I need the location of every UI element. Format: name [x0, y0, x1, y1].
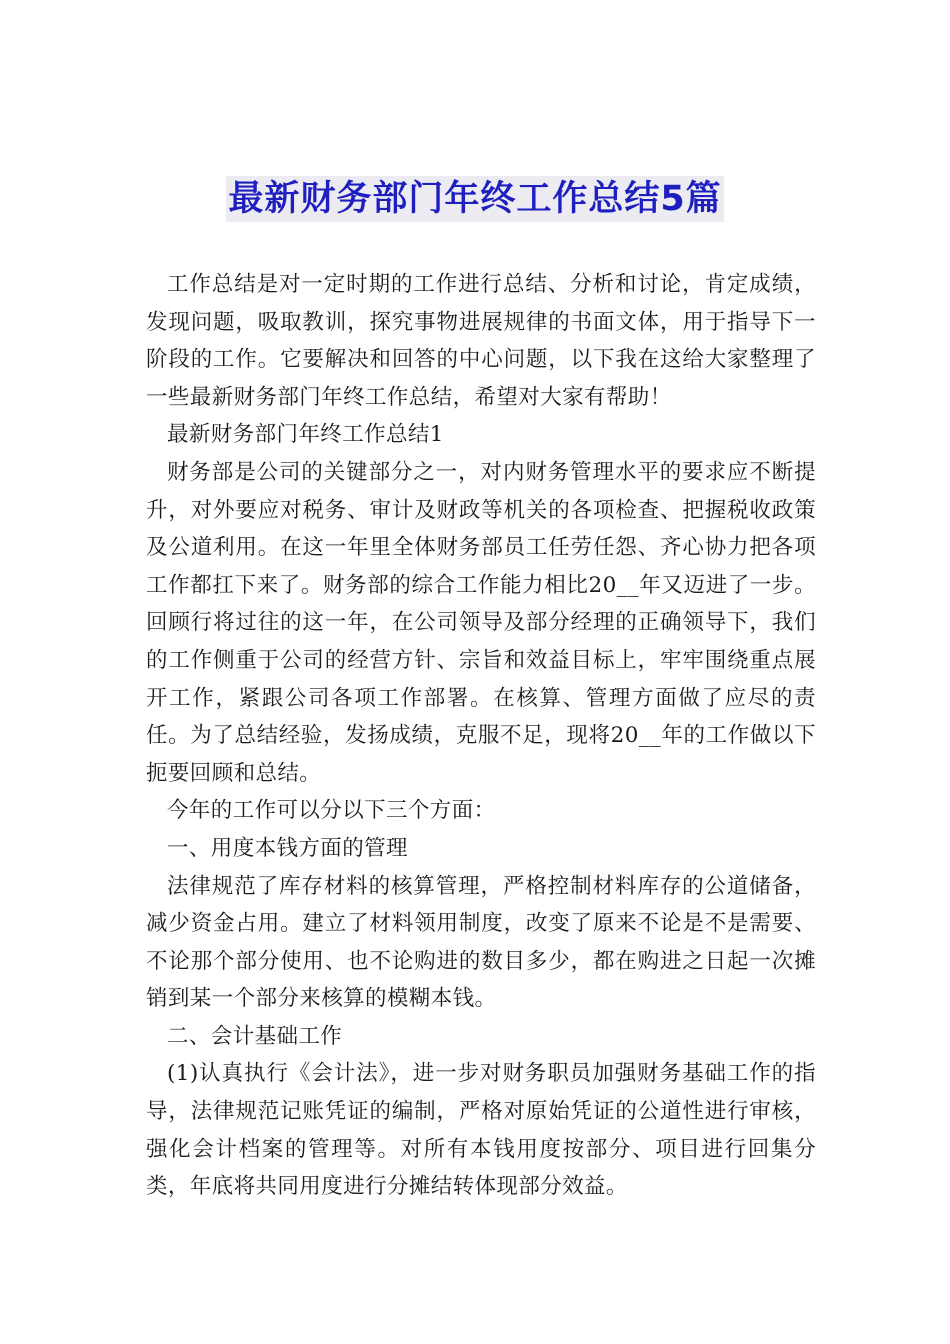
title-container: [0, 176, 950, 222]
body-paragraph: 财务部是公司的关键部分之一，对内财务管理水平的要求应不断提升，对外要应对税务、审计及财政等机关的各项检查、把握税收政策及公道利用。在这一年里全体财务部员工任劳任怨、齐心协力把各项工作都扛下来了。财务部的综合工作能力相比20__年又迈进了一步。回顾行将过往的这一年，在公司领导及部分经理的正确领导下，我们的工作侧重于公司的经营方针、宗旨和效益目标上，牢牢围绕重点展开工作，紧跟公司各项工作部署。在核算、管理方面做了应尽的责任。为了总结经验，发扬成绩，克服不足，现将20__年的工作做以下扼要回顾和总结。: [146, 459, 816, 786]
section-heading-1: 最新财务部门年终工作总结1: [167, 422, 444, 448]
body-paragraph: 法律规范了库存材料的核算管理，严格控制材料库存的公道储备，减少资金占用。建立了材料领用制度，改变了原来不论是不是需要、不论那个部分使用、也不论购进的数目多少，都在购进之日起一次摊销到某一个部分来核算的模糊本钱。: [146, 873, 816, 1012]
document-body: [146, 266, 816, 1206]
subsection-heading-2: 二、会计基础工作: [167, 1023, 343, 1049]
subsection-heading-1: 一、用度本钱方面的管理: [167, 835, 408, 861]
document-title: 最新财务部门年终工作总结5篇: [226, 176, 723, 222]
body-paragraph: (1)认真执行《会计法》，进一步对财务职员加强财务基础工作的指导，法律规范记账凭证的编制，严格对原始凭证的公道性进行审核，强化会计档案的管理等。对所有本钱用度按部分、项目进行回集分类，年底将共同用度进行分摊结转体现部分效益。: [146, 1061, 816, 1200]
body-paragraph: 今年的工作可以分以下三个方面：: [167, 798, 496, 824]
intro-paragraph: 工作总结是对一定时期的工作进行总结、分析和讨论，肯定成绩，发现问题，吸取教训，探究事物进展规律的书面文体，用于指导下一阶段的工作。它要解决和回答的中心问题，以下我在这给大家整理了一些最新财务部门年终工作总结，希望对大家有帮助！: [146, 272, 816, 410]
